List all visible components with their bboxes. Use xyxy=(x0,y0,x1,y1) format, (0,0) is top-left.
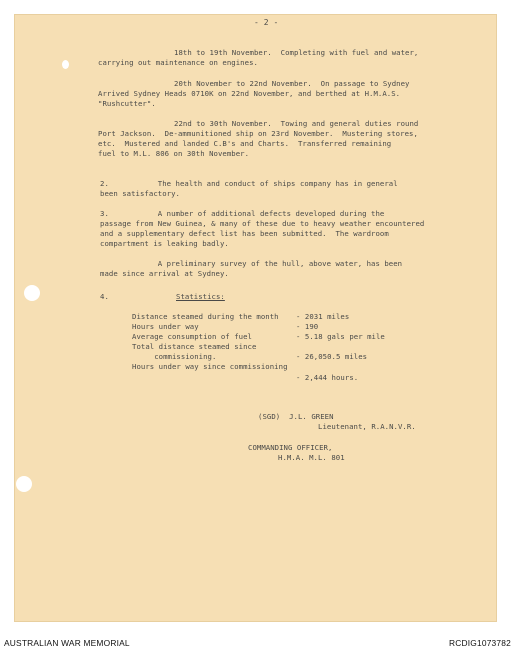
stat-label: Total distance steamed since xyxy=(132,342,257,351)
paragraph-line: "Rushcutter". xyxy=(98,99,156,108)
section-4-number: 4. xyxy=(100,292,109,301)
paragraph-line: fuel to M.L. 806 on 30th November. xyxy=(98,149,250,158)
signature-ship: H.M.A. M.L. 801 xyxy=(278,453,345,462)
stat-label: Hours under way since commissioning xyxy=(132,362,288,371)
paragraph-line: Port Jackson. De-ammunitioned ship on 23rd November. Mustering stores, xyxy=(98,129,418,138)
stat-label: Distance steamed during the month xyxy=(132,312,279,321)
stat-label: commissioning. xyxy=(132,352,217,361)
section-3-line: compartment is leaking badly. xyxy=(100,239,229,248)
section-3-line: passage from New Guinea, & many of these due to heavy weather encountered xyxy=(100,219,425,228)
section-3-line: A preliminary survey of the hull, above water, has been xyxy=(100,259,403,268)
section-3-line: 3. A number of additional defects developed during the xyxy=(100,209,385,218)
page-number: - 2 - xyxy=(254,18,279,27)
stat-label: Hours under way xyxy=(132,322,199,331)
signature-name: (SGD) J.L. GREEN xyxy=(258,412,334,421)
footer-archive-name: AUSTRALIAN WAR MEMORIAL xyxy=(4,638,130,648)
stat-value: - 5.18 gals per mile xyxy=(296,332,385,341)
paragraph-line: etc. Mustered and landed C.B's and Charts. Transferred remaining xyxy=(98,139,392,148)
section-3-line: made since arrival at Sydney. xyxy=(100,269,229,278)
stat-value: - 2,444 hours. xyxy=(296,373,359,382)
signature-title: COMMANDING OFFICER, xyxy=(248,443,333,452)
section-2-line: been satisfactory. xyxy=(100,189,180,198)
stat-value: - 190 xyxy=(296,322,319,331)
section-2-line: 2. The health and conduct of ships company has in general xyxy=(100,179,398,188)
paragraph-line: 22nd to 30th November. Towing and general duties round xyxy=(174,119,419,128)
stat-value: - 26,050.5 miles xyxy=(296,352,368,361)
footer-record-id: RCDIG1073782 xyxy=(449,638,511,648)
paragraph-line: 20th November to 22nd November. On passage to Sydney xyxy=(174,79,410,88)
punch-hole xyxy=(24,285,40,301)
paragraph-line: carrying out maintenance on engines. xyxy=(98,58,258,67)
punch-hole xyxy=(16,476,32,492)
section-3-line: and a supplementary defect list has been submitted. The wardroom xyxy=(100,229,389,238)
stat-label: Average consumption of fuel xyxy=(132,332,252,341)
stat-value: - 2031 miles xyxy=(296,312,350,321)
paragraph-line: Arrived Sydney Heads 0710K on 22nd November, and berthed at H.M.A.S. xyxy=(98,89,401,98)
paragraph-line: 18th to 19th November. Completing with fuel and water, xyxy=(174,48,419,57)
punch-hole xyxy=(62,60,69,69)
statistics-heading: Statistics: xyxy=(176,292,225,301)
signature-rank: Lieutenant, R.A.N.V.R. xyxy=(318,422,416,431)
